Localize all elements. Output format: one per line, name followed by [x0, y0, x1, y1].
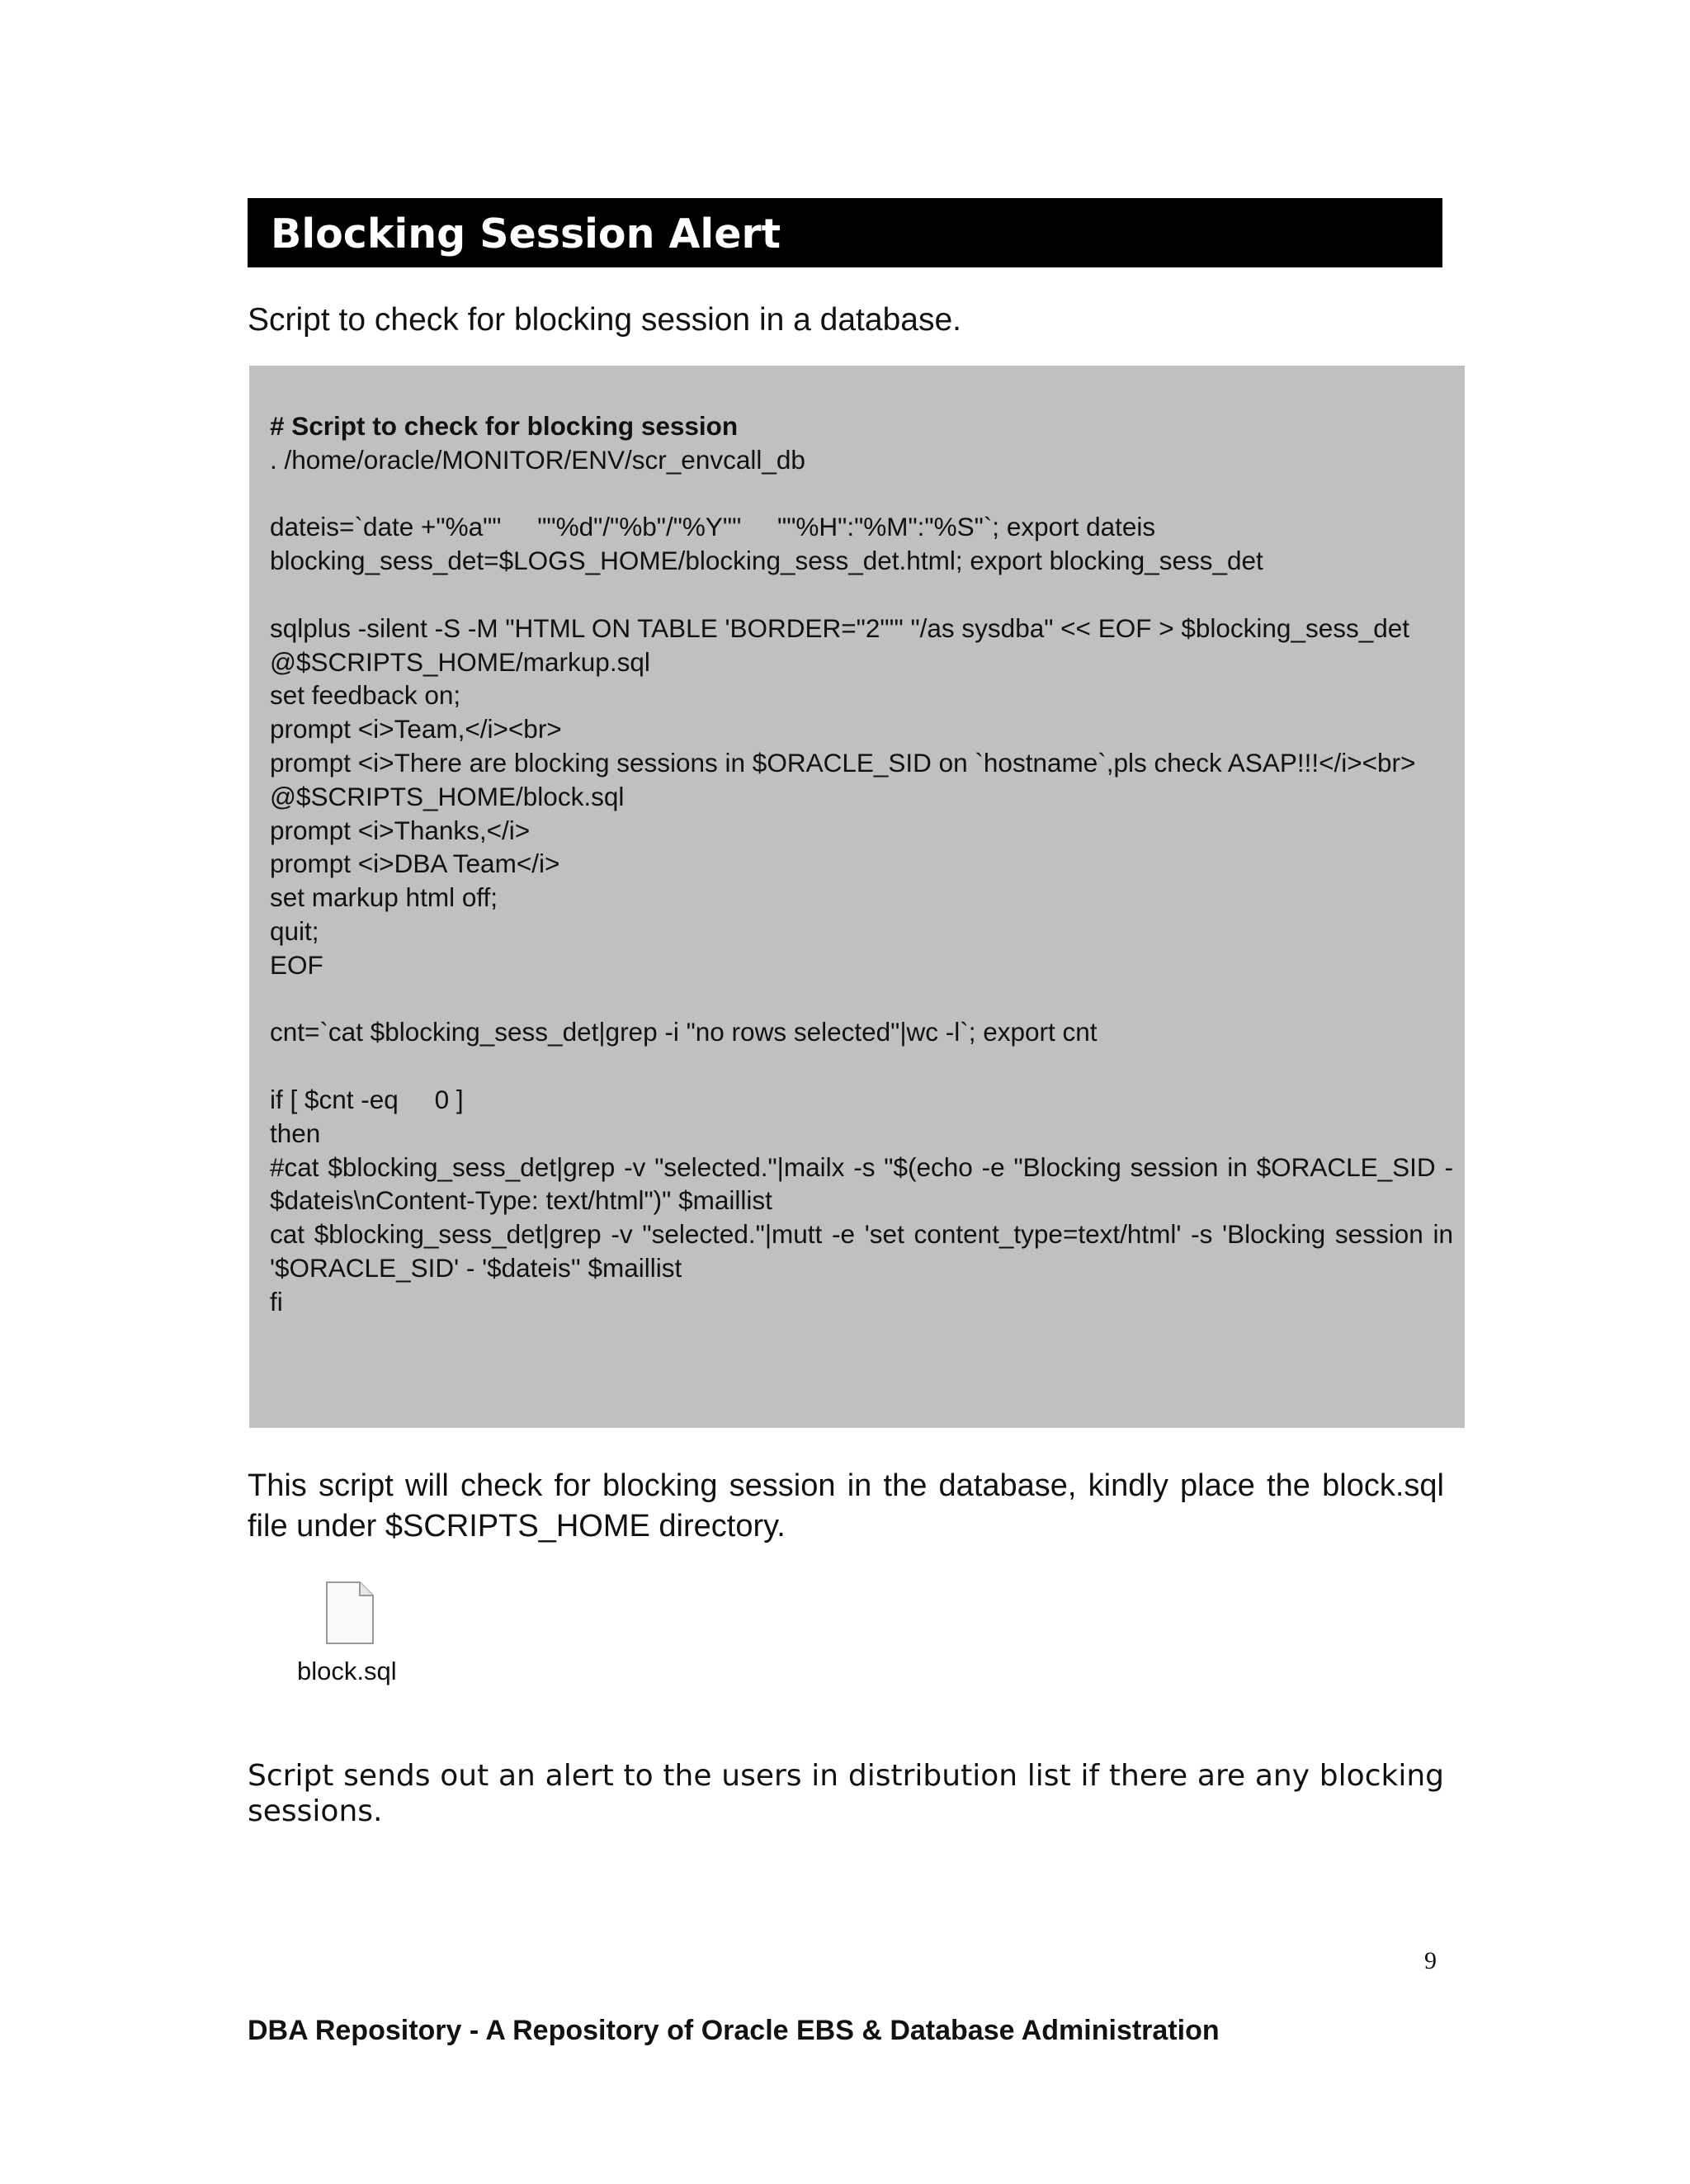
code-line: @$SCRIPTS_HOME/block.sql — [270, 781, 625, 811]
code-line: blocking_sess_det=$LOGS_HOME/blocking_sess_det.html; export blocking_sess_det — [270, 546, 1263, 576]
code-line-fi: fi — [270, 1286, 283, 1317]
code-line: prompt <i>Thanks,</i> — [270, 815, 531, 845]
code-line: dateis=`date +"%a"" ""%d"/"%b"/"%Y"" ""%H":"%M":"%S"`; export dateis — [270, 512, 1156, 542]
section-heading: Blocking Session Alert — [271, 210, 781, 258]
code-block — [249, 366, 1465, 1428]
code-comment: # Script to check for blocking session — [270, 411, 739, 441]
code-line: cnt=`cat $blocking_sess_det|grep -i "no rows selected"|wc -l`; export cnt — [270, 1017, 1098, 1047]
code-line: if [ $cnt -eq 0 ] — [270, 1084, 464, 1114]
description-paragraph: This script will check for blocking session in the database, kindly place the block.sql file under $SCRIPTS_HOME directory. — [248, 1468, 1444, 1543]
code-blank-line — [270, 982, 1453, 1016]
code-line: prompt <i>Team,</i><br> — [270, 714, 562, 745]
code-line: EOF — [270, 949, 323, 980]
code-line-mailx: #cat $blocking_sess_det|grep -v "selected."|mailx -s "$(echo -e "Blocking session in $ORACLE_SID - $dateis\nContent-Type: text/html")" $maillist — [270, 1151, 1453, 1216]
code-blank-line — [270, 578, 1453, 612]
code-blank-line — [270, 1049, 1453, 1083]
code-line-mutt: cat $blocking_sess_det|grep -v "selected."|mutt -e 'set content_type=text/html' -s 'Blocking session in '$ORACLE_SID' - '$dateis'' $maillist — [270, 1219, 1453, 1283]
file-icon — [323, 1581, 376, 1645]
code-line: set markup html off; — [270, 882, 498, 913]
code-line: . /home/oracle/MONITOR/ENV/scr_envcall_db — [270, 444, 805, 475]
code-line: then — [270, 1118, 321, 1148]
code-line: sqlplus -silent -S -M "HTML ON TABLE 'BORDER="2"'" "/as sysdba" << EOF > $blocking_sess_det — [270, 612, 1410, 643]
code-lines — [270, 443, 1453, 1151]
footer-text: DBA Repository - A Repository of Oracle EBS & Database Administration — [248, 2015, 1220, 2046]
code-line: quit; — [270, 915, 319, 946]
page-number: 9 — [1424, 1947, 1437, 1974]
alert-paragraph: Script sends out an alert to the users in distribution list if there are any blocking sessions. — [248, 1759, 1444, 1828]
code-line: prompt <i>DBA Team</i> — [270, 849, 560, 879]
code-line: set feedback on; — [270, 680, 461, 711]
code-blank-line — [270, 477, 1453, 511]
code-line: prompt <i>There are blocking sessions in $ORACLE_SID on `hostname`,pls check ASAP!!!</i><br> — [270, 747, 1416, 778]
section-heading-bar — [248, 198, 1442, 267]
code-line: @$SCRIPTS_HOME/markup.sql — [270, 646, 650, 677]
attachment-filename: block.sql — [297, 1657, 397, 1685]
attachment-block-sql[interactable] — [289, 1581, 404, 1688]
intro-text: Script to check for blocking session in a database. — [248, 302, 961, 338]
